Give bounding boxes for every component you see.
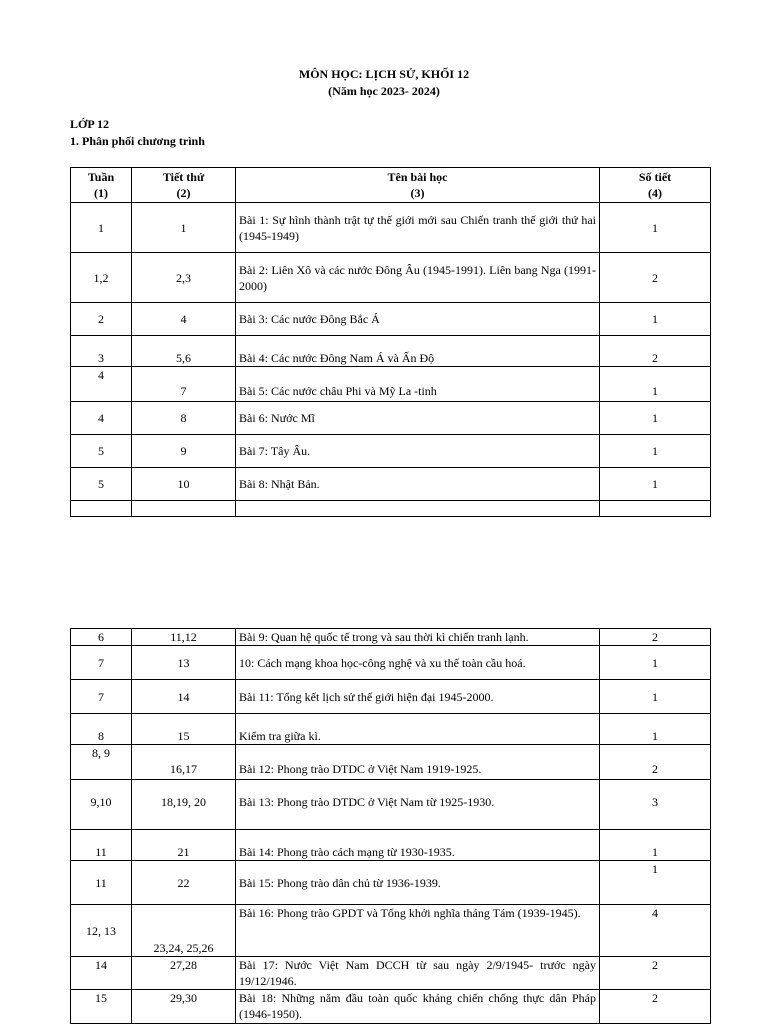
header-lesson: Tên bài học (3) — [236, 168, 600, 203]
table-row — [71, 957, 711, 990]
table-row — [71, 367, 711, 402]
table-row — [71, 203, 711, 253]
period-count-cell: 2 — [600, 957, 711, 990]
lesson-cell: Kiểm tra giữa kì. — [236, 714, 600, 745]
table-header-row — [71, 168, 711, 203]
period-cell: 10 — [132, 468, 236, 501]
table-row — [71, 629, 711, 646]
period-cell: 1 — [132, 203, 236, 253]
period-cell: 9 — [132, 435, 236, 468]
table-cell — [71, 501, 132, 517]
period-cell: 18,19, 20 — [132, 780, 236, 830]
period-cell: 29,30 — [132, 990, 236, 1024]
period-cell: 8 — [132, 402, 236, 435]
period-count-cell: 1 — [600, 468, 711, 501]
period-count-cell: 1 — [600, 830, 711, 861]
lesson-cell: Bài 7: Tây Âu. — [236, 435, 600, 468]
period-count-cell: 1 — [600, 861, 711, 905]
period-cell: 13 — [132, 646, 236, 680]
lesson-cell: Bài 15: Phong trào dân chủ từ 1936-1939. — [236, 861, 600, 905]
period-count-cell: 2 — [600, 253, 711, 303]
week-cell: 4 — [71, 367, 132, 402]
lesson-cell: Bài 8: Nhật Bản. — [236, 468, 600, 501]
table-row — [71, 435, 711, 468]
class-label: LỚP 12 — [70, 117, 110, 131]
week-cell: 8 — [71, 714, 132, 745]
header-count: Số tiết (4) — [600, 168, 711, 203]
document-title: MÔN HỌC: LỊCH SỬ, KHỐI 12 — [298, 67, 470, 81]
week-cell: 6 — [71, 629, 132, 646]
period-cell: 11,12 — [132, 629, 236, 646]
period-count-cell: 2 — [600, 745, 711, 780]
period-count-cell: 1 — [600, 714, 711, 745]
lesson-cell: Bài 4: Các nước Đông Nam Á và Ấn Độ — [236, 336, 600, 367]
period-count-cell: 2 — [600, 629, 711, 646]
lesson-cell: Bài 17: Nước Việt Nam DCCH từ sau ngày 2/9/1945- trước ngày 19/12/1946. — [236, 957, 600, 990]
period-cell: 23,24, 25,26 — [132, 905, 236, 957]
lesson-cell: Bài 18: Những năm đầu toàn quốc kháng chiến chống thực dân Pháp (1946-1950). — [236, 990, 600, 1024]
week-cell: 4 — [71, 402, 132, 435]
week-cell: 3 — [71, 336, 132, 367]
lesson-cell: Bài 9: Quan hệ quốc tế trong và sau thời kì chiến tranh lạnh. — [236, 629, 600, 646]
lesson-cell: Bài 16: Phong trào GPDT và Tổng khởi nghĩa tháng Tám (1939-1945). — [236, 905, 600, 957]
week-cell: 14 — [71, 957, 132, 990]
table-cell — [600, 501, 711, 517]
lesson-cell: Bài 5: Các nước châu Phi và Mỹ La -tinh — [236, 367, 600, 402]
week-cell: 7 — [71, 646, 132, 680]
week-cell: 12, 13 — [71, 905, 132, 957]
week-cell: 5 — [71, 435, 132, 468]
week-cell: 11 — [71, 830, 132, 861]
table-cell — [236, 501, 600, 517]
section-heading: 1. Phân phối chương trình — [70, 134, 205, 148]
week-cell: 1,2 — [71, 253, 132, 303]
table-row-empty — [71, 501, 711, 517]
period-cell: 7 — [132, 367, 236, 402]
lesson-cell: Bài 3: Các nước Đông Bắc Á — [236, 303, 600, 336]
table-row — [71, 468, 711, 501]
table-row — [71, 303, 711, 336]
week-cell: 8, 9 — [71, 745, 132, 780]
school-year: (Năm học 2023- 2024) — [328, 84, 440, 98]
lesson-cell: Bài 2: Liên Xô và các nước Đông Âu (1945-1991). Liên bang Nga (1991-2000) — [236, 253, 600, 303]
week-cell: 9,10 — [71, 780, 132, 830]
period-cell: 15 — [132, 714, 236, 745]
period-cell: 2,3 — [132, 253, 236, 303]
period-cell: 5,6 — [132, 336, 236, 367]
week-cell: 7 — [71, 680, 132, 714]
table-row — [71, 780, 711, 830]
table-row — [71, 990, 711, 1024]
period-cell: 14 — [132, 680, 236, 714]
lesson-cell: Bài 11: Tổng kết lịch sử thế giới hiện đại 1945-2000. — [236, 680, 600, 714]
lesson-cell: Bài 1: Sự hình thành trật tự thế giới mới sau Chiến tranh thế giới thứ hai (1945-1949) — [236, 203, 600, 253]
curriculum-table-page2 — [70, 628, 711, 1024]
period-count-cell: 1 — [600, 203, 711, 253]
lesson-cell: 10: Cách mạng khoa học-công nghệ và xu thế toàn cầu hoá. — [236, 646, 600, 680]
week-cell: 15 — [71, 990, 132, 1024]
table-row — [71, 253, 711, 303]
period-count-cell: 4 — [600, 905, 711, 957]
week-cell: 5 — [71, 468, 132, 501]
week-cell: 11 — [71, 861, 132, 905]
period-cell: 27,28 — [132, 957, 236, 990]
period-count-cell: 1 — [600, 402, 711, 435]
lesson-cell: Bài 13: Phong trào DTDC ở Việt Nam từ 1925-1930. — [236, 780, 600, 830]
week-cell: 1 — [71, 203, 132, 253]
period-count-cell: 1 — [600, 367, 711, 402]
table-row — [71, 714, 711, 745]
lesson-cell: Bài 14: Phong trào cách mạng từ 1930-1935. — [236, 830, 600, 861]
period-count-cell: 2 — [600, 336, 711, 367]
lesson-cell: Bài 12: Phong trào DTDC ở Việt Nam 1919-1925. — [236, 745, 600, 780]
table-row — [71, 830, 711, 861]
period-count-cell: 1 — [600, 435, 711, 468]
table-cell — [132, 501, 236, 517]
header-period: Tiết thứ (2) — [132, 168, 236, 203]
period-count-cell: 3 — [600, 780, 711, 830]
table-row — [71, 905, 711, 957]
curriculum-table-page1 — [70, 167, 711, 517]
period-count-cell: 1 — [600, 646, 711, 680]
table-row — [71, 680, 711, 714]
table-row — [71, 745, 711, 780]
period-count-cell: 1 — [600, 680, 711, 714]
lesson-cell: Bài 6: Nước Mĩ — [236, 402, 600, 435]
period-count-cell: 2 — [600, 990, 711, 1024]
table-row — [71, 861, 711, 905]
header-week: Tuần (1) — [71, 168, 132, 203]
period-cell: 16,17 — [132, 745, 236, 780]
week-cell: 2 — [71, 303, 132, 336]
table-row — [71, 646, 711, 680]
period-cell: 22 — [132, 861, 236, 905]
period-count-cell: 1 — [600, 303, 711, 336]
table-row — [71, 402, 711, 435]
period-cell: 4 — [132, 303, 236, 336]
period-cell: 21 — [132, 830, 236, 861]
table-row — [71, 336, 711, 367]
